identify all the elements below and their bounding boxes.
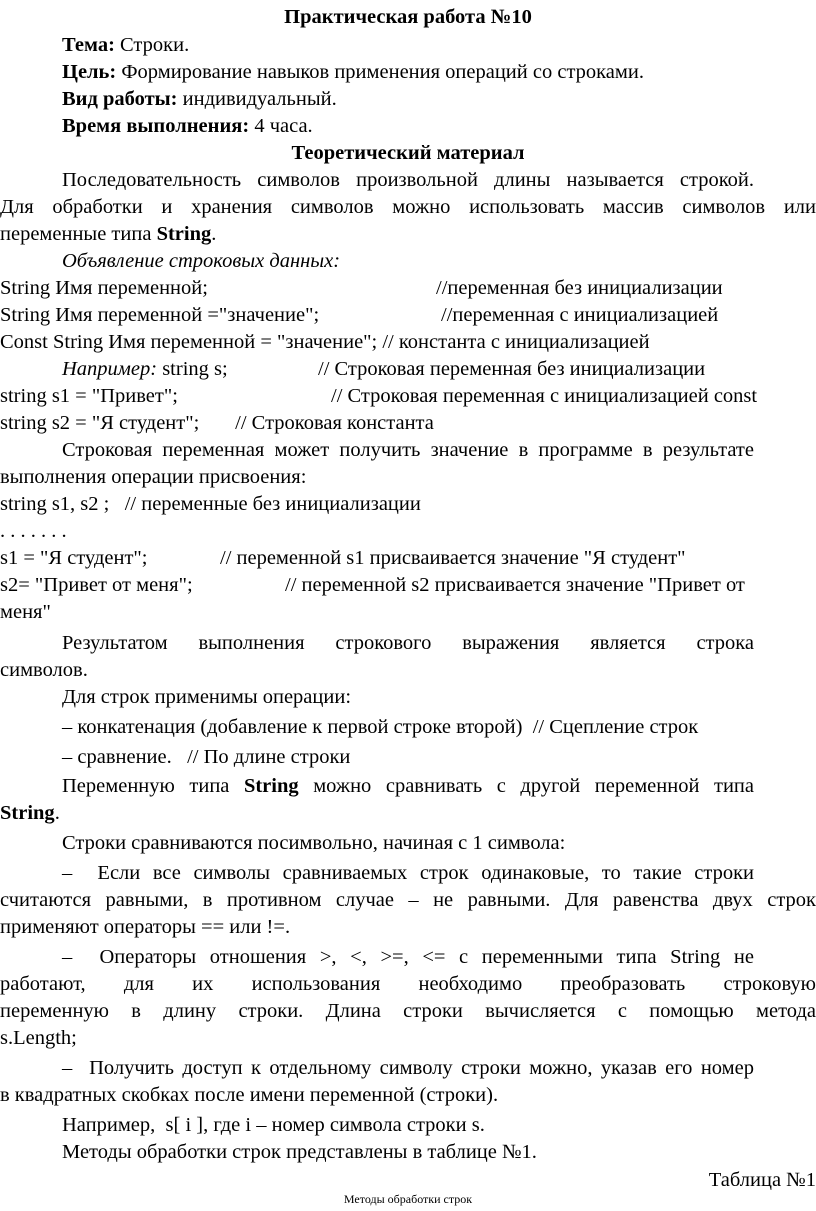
rule-2-line-2: работают, для их использования необходимо преобразовать строковую bbox=[0, 973, 816, 995]
operation-comparison: – сравнение. // По длине строки bbox=[62, 746, 351, 768]
example-line-3: string s2 = "Я студент"; // Строковая константа bbox=[0, 412, 434, 434]
assign-ellipsis: . . . . . . . bbox=[0, 520, 67, 542]
intro-line-1: Последовательность символов произвольной длины называется строкой. bbox=[62, 169, 754, 191]
compare-line-2: String. bbox=[0, 802, 60, 824]
result-line-1: Результатом выполнения строкового выражения является строка bbox=[62, 632, 754, 654]
rule-3-line-2: в квадратных скобках после имени переменной (строки). bbox=[0, 1084, 499, 1106]
work-type-line: Вид работы: индивидуальный. bbox=[62, 88, 337, 110]
assign-line-1: Строковая переменная может получить значение в программе в результате bbox=[62, 439, 754, 461]
assign-code-2: s1 = "Я студент"; // переменной s1 присваивается значение "Я студент" bbox=[0, 547, 686, 569]
time-line: Время выполнения: 4 часа. bbox=[62, 115, 313, 137]
intro-line-2: Для обработки и хранения символов можно использовать массив символов или bbox=[0, 196, 816, 218]
assign-code-3-cont: меня" bbox=[0, 601, 51, 623]
table-caption: Методы обработки строк bbox=[343, 1192, 473, 1206]
declaration-3: Const String Имя переменной = "значение"; // константа с инициализацией bbox=[0, 331, 650, 353]
operation-concatenation: – конкатенация (добавление к первой строке второй) // Сцепление строк bbox=[62, 716, 699, 738]
topic-line: Тема: Строки. bbox=[62, 34, 190, 56]
rule-2-line-1: – Операторы отношения >, <, >=, <= с переменными типа String не bbox=[62, 946, 754, 968]
rule-3-line-1: – Получить доступ к отдельному символу строки можно, указав его номер bbox=[62, 1057, 754, 1079]
table-label: Таблица №1 bbox=[708, 1169, 816, 1191]
methods-intro: Методы обработки строк представлены в таблице №1. bbox=[62, 1141, 537, 1163]
operations-intro: Для строк применимы операции: bbox=[62, 686, 352, 708]
result-line-2: символов. bbox=[0, 659, 88, 681]
rules-intro: Строки сравниваются посимвольно, начиная с 1 символа: bbox=[62, 832, 566, 854]
intro-line-3: переменные типа String. bbox=[0, 223, 217, 245]
rule-1-line-3: применяют операторы == или !=. bbox=[0, 916, 291, 938]
declaration-2: String Имя переменной ="значение"; //переменная с инициализацией bbox=[0, 304, 719, 326]
example-line-1: Например: string s; // Строковая переменная без инициализации bbox=[62, 358, 706, 380]
rule-1-line-2: считаются равными, в противном случае – не равными. Для равенства двух строк bbox=[0, 889, 816, 911]
declaration-1: String Имя переменной; //переменная без инициализации bbox=[0, 277, 723, 299]
rule-2-line-3: переменную в длину строки. Длина строки вычисляется с помощью метода bbox=[0, 1000, 816, 1022]
rule-2-line-4: s.Length; bbox=[0, 1027, 77, 1049]
assign-line-2: выполнения операции присвоения: bbox=[0, 466, 307, 488]
index-example: Например, s[ i ], где i – номер символа строки s. bbox=[62, 1114, 485, 1136]
assign-code-1: string s1, s2 ; // переменные без инициализации bbox=[0, 493, 421, 515]
declaration-heading: Объявление строковых данных: bbox=[62, 250, 341, 272]
theory-heading: Теоретический материал bbox=[291, 142, 525, 164]
assign-code-3: s2= "Привет от меня"; // переменной s2 присваивается значение "Привет от bbox=[0, 574, 745, 596]
goal-line: Цель: Формирование навыков применения операций со строками. bbox=[62, 61, 644, 83]
example-line-2: string s1 = "Привет"; // Строковая переменная с инициализацией const bbox=[0, 385, 758, 407]
rule-1-line-1: – Если все символы сравниваемых строк одинаковые, то такие строки bbox=[62, 862, 754, 884]
compare-line-1: Переменную типа String можно сравнивать с другой переменной типа bbox=[62, 775, 754, 797]
page-title: Практическая работа №10 bbox=[284, 6, 532, 28]
